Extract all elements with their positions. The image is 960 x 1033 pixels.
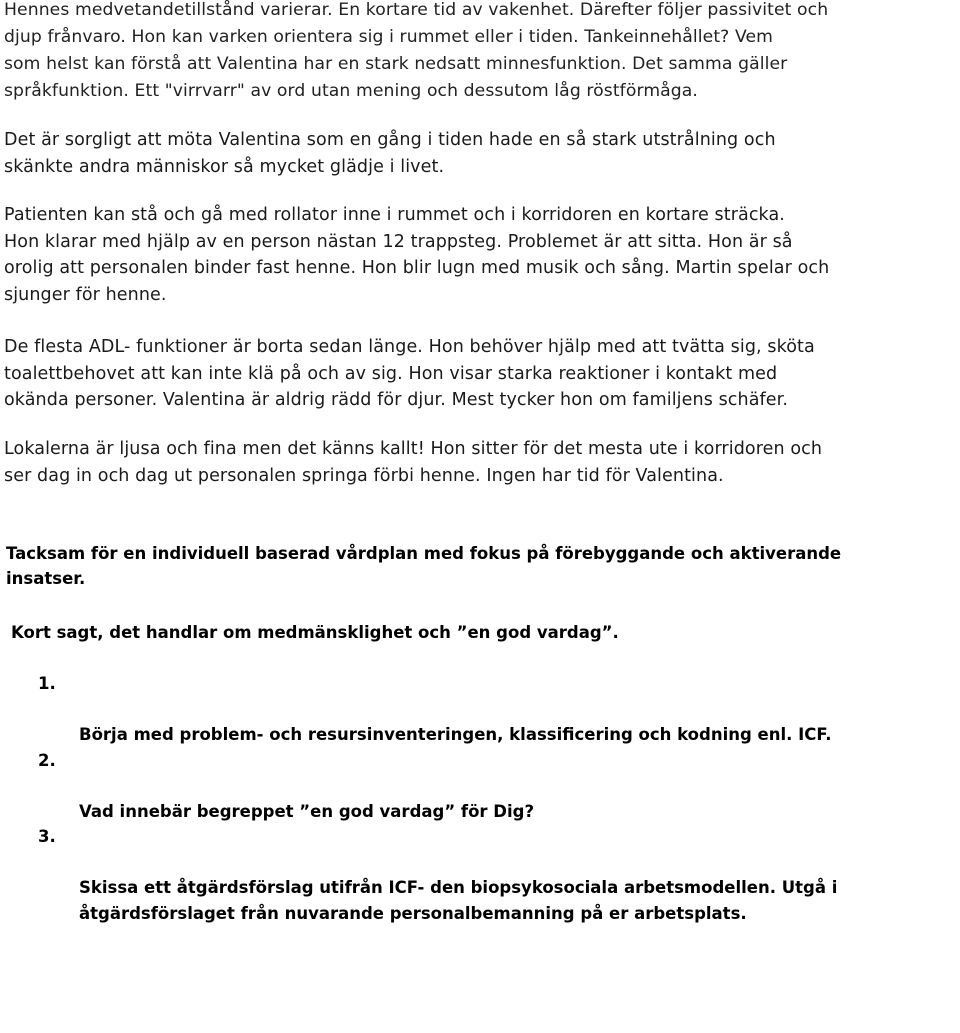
summary-heading: Kort sagt, det handlar om medmänsklighet och ”en god vardag”. <box>11 623 619 642</box>
question-item-1 <box>0 671 909 748</box>
paragraph-adl: De flesta ADL- funktioner är borta sedan länge. Hon behöver hjälp med att tvätta sig, sköta toalettbehovet att kan inte klä på och av sig. Hon visar starka reaktioner i kontakt med okända personer. Valentina är aldrig rädd för djur. Mest tycker hon om familjens schäfer. <box>4 337 815 410</box>
paragraph-environment: Lokalerna är ljusa och fina men det känns kallt! Hon sitter för det mesta ute i korridoren och ser dag in och dag ut personalen springa förbi henne. Ingen har tid för Valentina. <box>4 439 823 486</box>
question-list <box>0 671 909 926</box>
question-item-3 <box>0 824 909 926</box>
question-text: Vad innebär begreppet ”en god vardag” för Dig? <box>79 801 535 821</box>
question-text: Börja med problem- och resursinventeringen, klassificering och kodning enl. ICF. <box>79 725 832 744</box>
question-item-2 <box>0 748 909 825</box>
paragraph-impression: Det är sorgligt att möta Valentina som en gång i tiden hade en så stark utstrålning och skänkte andra människor så mycket glädje i livet. <box>4 130 776 177</box>
question-number: 3. <box>38 827 56 846</box>
intro-paragraph: Hennes medvetandetillstånd varierar. En kortare tid av vakenhet. Därefter följer passivitet och djup frånvaro. Hon kan varken orientera sig i rummet eller i tiden. Tankeinnehållet? Vem som helst kan förstå att Valentina har en stark nedsatt minnesfunktion. Det samma gäller språkfunktion. Ett "virrvarr" av ord utan mening och dessutom låg röstförmåga. <box>4 0 829 101</box>
question-number: 2. <box>38 750 56 770</box>
question-number: 1. <box>38 674 56 693</box>
question-text: Skissa ett åtgärdsförslag utifrån ICF- den biopsykosociala arbetsmodellen. Utgå i åtgärdsförslaget från nuvarande personalbemanning på er arbetsplats. <box>79 878 838 923</box>
care-plan-heading: Tacksam för en individuell baserad vårdplan med fokus på förebyggande och aktiverande insatser. <box>6 544 842 588</box>
paragraph-mobility: Patienten kan stå och gå med rollator inne i rummet och i korridoren en kortare sträcka. Hon klarar med hjälp av en person nästan 12 trappsteg. Problemet är att sitta. Hon är så orolig att personalen binder fast henne. Hon blir lugn med musik och sång. Martin spelar och sjunger för henne. <box>4 205 830 305</box>
